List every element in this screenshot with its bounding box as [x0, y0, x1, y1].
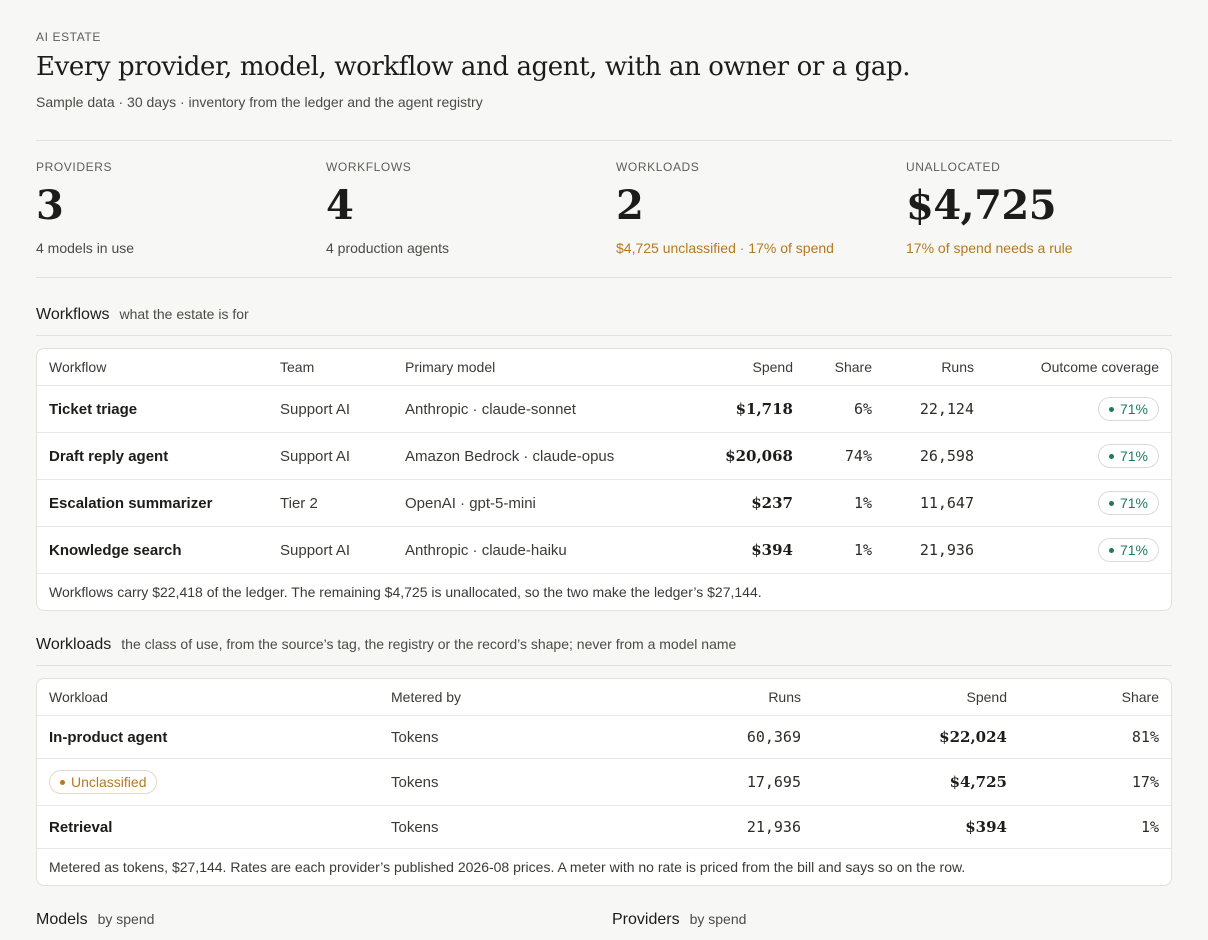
workflow-share: 1% [853, 494, 872, 512]
workflow-runs: 26,598 [919, 447, 974, 465]
column-header: Metered by [391, 689, 462, 705]
workload-name: Retrieval [49, 818, 113, 836]
models-heading [36, 911, 154, 929]
status-dot-icon [1109, 407, 1114, 412]
stat-workloads [616, 160, 886, 256]
workloads-heading [36, 636, 736, 654]
workload-share: 81% [1131, 728, 1159, 746]
coverage-value: 71% [1119, 401, 1148, 417]
column-header: Workload [49, 689, 108, 705]
workflow-runs: 22,124 [919, 400, 974, 418]
workflow-spend: $394 [751, 541, 793, 559]
workflow-name: Draft reply agent [49, 447, 169, 465]
table-header-row [37, 679, 1171, 716]
column-header: Runs [941, 359, 974, 375]
stat-value: $4,725 [906, 182, 1057, 229]
workload-runs: 17,695 [746, 773, 801, 791]
section-subtitle: what the estate is for [119, 306, 249, 322]
workflow-runs: 21,936 [919, 541, 974, 559]
workload-spend: $394 [965, 818, 1007, 836]
divider [36, 665, 1172, 666]
table-row[interactable] [37, 806, 1171, 849]
stat-value: 4 [326, 182, 354, 229]
coverage-value: 71% [1119, 542, 1148, 558]
status-dot-icon [1109, 501, 1114, 506]
coverage-badge [1098, 491, 1159, 515]
stat-label: PROVIDERS [36, 160, 113, 174]
coverage-badge [1098, 444, 1159, 468]
stat-workflows [326, 160, 596, 256]
workflow-name: Knowledge search [49, 541, 182, 559]
section-title: Providers [612, 911, 680, 928]
stat-note: 4 production agents [326, 240, 449, 256]
workload-share: 1% [1140, 818, 1159, 836]
workload-meter: Tokens [391, 728, 439, 746]
table-footnote: Workflows carry $22,418 of the ledger. The remaining $4,725 is unallocated, so the two make the ledger’s $27,144. [49, 584, 762, 600]
coverage-badge [1098, 538, 1159, 562]
workflow-name: Ticket triage [49, 400, 138, 418]
workflows-table [36, 348, 1172, 611]
table-footnote: Metered as tokens, $27,144. Rates are each provider’s published 2026-08 prices. A meter with no rate is priced from the bill and says so on the row. [49, 859, 966, 875]
page-subtitle: Sample data · 30 days · inventory from the ledger and the agent registry [36, 94, 483, 110]
badge-label: Unclassified [71, 774, 147, 790]
workload-runs: 60,369 [746, 728, 801, 746]
workflow-model: Anthropic · claude-sonnet [405, 400, 576, 418]
workflow-share: 1% [853, 541, 872, 559]
workload-name [49, 759, 157, 805]
workflow-team: Tier 2 [280, 494, 318, 512]
table-header-row [37, 349, 1171, 386]
column-header: Primary model [405, 359, 496, 375]
table-row[interactable] [37, 386, 1171, 433]
workload-spend: $22,024 [939, 728, 1007, 746]
stat-value: 2 [616, 182, 644, 229]
coverage-value: 71% [1119, 495, 1148, 511]
workflow-model: Anthropic · claude-haiku [405, 541, 567, 559]
column-header: Outcome coverage [1040, 359, 1159, 375]
workload-runs: 21,936 [746, 818, 801, 836]
stat-label: UNALLOCATED [906, 160, 1001, 174]
workflow-team: Support AI [280, 541, 351, 559]
column-header: Share [1121, 689, 1159, 705]
status-dot-icon [1109, 548, 1114, 553]
table-row[interactable] [37, 759, 1171, 806]
status-dot-icon [1109, 454, 1114, 459]
stat-note: 17% of spend needs a rule [906, 240, 1073, 256]
providers-heading [612, 911, 746, 929]
stat-note: $4,725 unclassified · 17% of spend [616, 240, 834, 256]
column-header: Runs [768, 689, 801, 705]
table-row[interactable] [37, 433, 1171, 480]
stat-label: WORKLOADS [616, 160, 700, 174]
workflow-name: Escalation summarizer [49, 494, 213, 512]
workload-meter: Tokens [391, 818, 439, 836]
outcome-coverage [1098, 480, 1159, 526]
unclassified-badge [49, 770, 157, 794]
outcome-coverage [1098, 386, 1159, 432]
page-eyebrow: AI ESTATE [36, 30, 101, 44]
workflow-team: Support AI [280, 447, 351, 465]
workflow-spend: $237 [751, 494, 793, 512]
workloads-table [36, 678, 1172, 886]
stat-label: WORKFLOWS [326, 160, 412, 174]
stat-providers [36, 160, 306, 256]
column-header: Share [834, 359, 872, 375]
section-subtitle: the class of use, from the source’s tag, the registry or the record’s shape; never from a model name [121, 636, 737, 652]
section-title: Workflows [36, 306, 110, 323]
workload-name: In-product agent [49, 728, 168, 746]
section-subtitle: by spend [689, 911, 747, 927]
outcome-coverage [1098, 527, 1159, 573]
column-header: Team [280, 359, 315, 375]
workflow-share: 74% [844, 447, 872, 465]
stat-note: 4 models in use [36, 240, 135, 256]
workload-spend: $4,725 [949, 773, 1007, 791]
section-subtitle: by spend [97, 911, 155, 927]
workflow-model: OpenAI · gpt-5-mini [405, 494, 536, 512]
outcome-coverage [1098, 433, 1159, 479]
table-row[interactable] [37, 480, 1171, 527]
coverage-badge [1098, 397, 1159, 421]
divider [36, 140, 1172, 141]
section-title: Models [36, 911, 88, 928]
column-header: Workflow [49, 359, 107, 375]
workload-meter: Tokens [391, 773, 439, 791]
workflow-team: Support AI [280, 400, 351, 418]
table-row[interactable] [37, 716, 1171, 759]
coverage-value: 71% [1119, 448, 1148, 464]
workload-share: 17% [1131, 773, 1159, 791]
column-header: Spend [752, 359, 793, 375]
workflow-runs: 11,647 [919, 494, 974, 512]
table-row[interactable] [37, 527, 1171, 574]
column-header: Spend [966, 689, 1007, 705]
section-title: Workloads [36, 636, 112, 653]
status-dot-icon [60, 780, 65, 785]
workflow-spend: $1,718 [735, 400, 793, 418]
workflow-spend: $20,068 [725, 447, 793, 465]
workflow-model: Amazon Bedrock · claude-opus [405, 447, 615, 465]
page-title: Every provider, model, workflow and agent, with an owner or a gap. [36, 52, 911, 82]
workflow-share: 6% [853, 400, 872, 418]
divider [36, 335, 1172, 336]
workflows-heading [36, 306, 249, 324]
stat-unallocated [906, 160, 1176, 256]
stat-value: 3 [36, 182, 64, 229]
divider [36, 277, 1172, 278]
